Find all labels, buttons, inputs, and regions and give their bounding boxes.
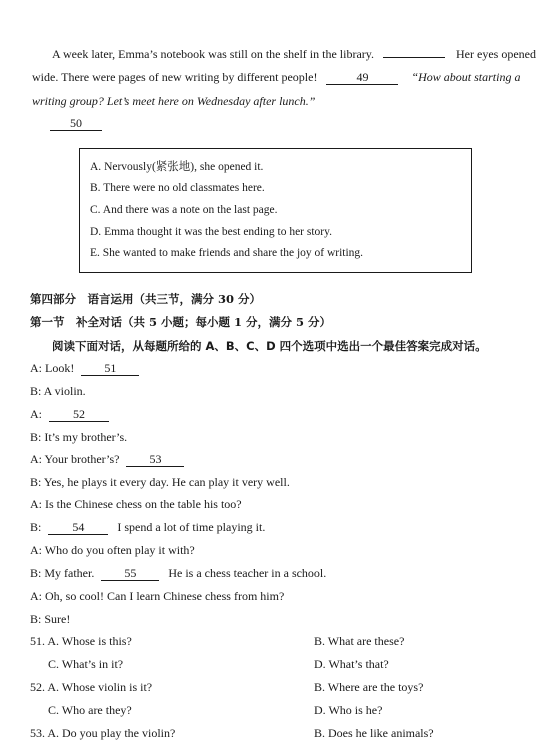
dialogue-text: A: Your brother’s? [30, 452, 120, 466]
passage-line-3: writing group? Let’s meet here on Wednesday after lunch.” [32, 94, 316, 108]
question-53-option-b[interactable]: B. Does he like animals? [314, 726, 434, 740]
dialogue-line: A: Is the Chinese chess on the table his too? [30, 497, 242, 511]
dialogue-text: A: [30, 407, 42, 421]
dialogue-text: A: Look! [30, 361, 75, 375]
option-letter: E. [90, 247, 100, 259]
dialogue-line [30, 361, 139, 376]
answer-blank-53[interactable]: 53 [126, 453, 184, 467]
question-51-option-a[interactable]: 51. A. Whose is this? [30, 634, 132, 648]
answer-blank-55[interactable]: 55 [101, 567, 159, 581]
option-text: She wanted to make friends and share the joy of writing. [102, 247, 364, 259]
passage-text: wide. There were pages of new writing by different people! [32, 70, 318, 84]
option-e [90, 247, 363, 259]
passage-quote: “How about starting a [411, 70, 521, 84]
dialogue-text: B: [30, 520, 42, 534]
answer-blank-52[interactable]: 52 [49, 408, 109, 422]
option-d [90, 226, 332, 238]
option-letter: A. [90, 161, 102, 173]
dialogue-line [30, 452, 184, 467]
dialogue-line [30, 407, 109, 422]
question-51-option-b[interactable]: B. What are these? [314, 634, 405, 648]
option-letter: B. [90, 182, 101, 194]
answer-blank[interactable] [383, 57, 445, 58]
dialogue-line: B: Yes, he plays it every day. He can play it very well. [30, 475, 290, 489]
answer-blank-54[interactable]: 54 [48, 521, 108, 535]
option-letter: D. [90, 226, 102, 238]
passage-text: Her eyes opened [456, 47, 536, 61]
dialogue-line [30, 520, 265, 535]
dialogue-line: B: A violin. [30, 384, 86, 398]
dialogue-line: A: Oh, so cool! Can I learn Chinese chess from him? [30, 589, 285, 603]
part-heading: 第四部分 语言运用（共三节，满分 30 分） [30, 292, 262, 306]
answer-blank-49[interactable]: 49 [326, 71, 398, 85]
option-text: And there was a note on the last page. [102, 204, 278, 216]
passage-line-2 [32, 70, 520, 85]
option-text: There were no old classmates here. [103, 182, 265, 194]
options-box [79, 148, 472, 273]
dialogue-text: I spend a lot of time playing it. [117, 520, 266, 534]
option-b [90, 182, 265, 194]
dialogue-line: A: Who do you often play it with? [30, 543, 195, 557]
passage-text: A week later, Emma’s notebook was still on the shelf in the library. [52, 47, 375, 61]
dialogue-line: B: It’s my brother’s. [30, 430, 128, 444]
passage-line-1 [52, 47, 536, 62]
question-51-option-d[interactable]: D. What’s that? [314, 657, 389, 671]
answer-blank-51[interactable]: 51 [81, 362, 139, 376]
question-51-option-c[interactable]: C. What’s in it? [48, 657, 124, 671]
option-text: Nervously(紧张地), she opened it. [104, 161, 264, 173]
option-text: Emma thought it was the best ending to her story. [104, 226, 333, 238]
question-52-option-b[interactable]: B. Where are the toys? [314, 680, 424, 694]
dialogue-text: He is a chess teacher in a school. [168, 566, 327, 580]
passage-line-4 [50, 116, 102, 131]
section-heading: 第一节 补全对话（共 5 小题；每小题 1 分，满分 5 分） [30, 315, 332, 329]
answer-blank-50[interactable]: 50 [50, 117, 102, 131]
question-52-option-a[interactable]: 52. A. Whose violin is it? [30, 680, 153, 694]
question-52-option-d[interactable]: D. Who is he? [314, 703, 383, 717]
question-53-option-a[interactable]: 53. A. Do you play the violin? [30, 726, 176, 740]
option-letter: C. [90, 204, 101, 216]
option-a [90, 158, 263, 174]
dialogue-text: B: My father. [30, 566, 95, 580]
dialogue-line: B: Sure! [30, 612, 71, 626]
instruction-text: 阅读下面对话，从每题所给的 A、B、C、D 四个选项中选出一个最佳答案完成对话。 [52, 339, 487, 353]
dialogue-line [30, 566, 326, 581]
option-c [90, 204, 277, 216]
question-52-option-c[interactable]: C. Who are they? [48, 703, 132, 717]
